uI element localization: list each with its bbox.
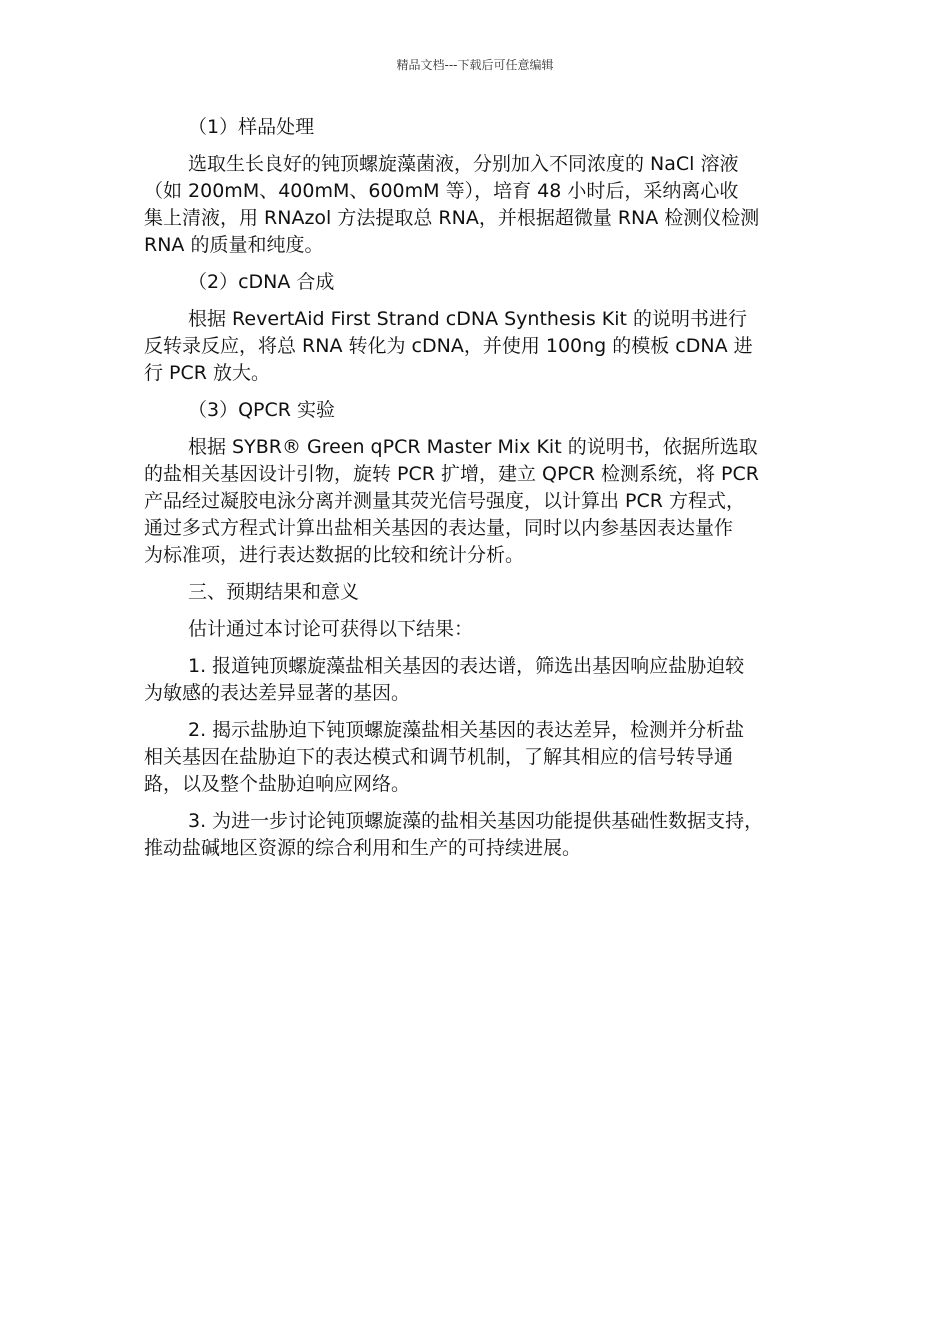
paragraph-sample-processing — [144, 151, 808, 259]
section-heading-cdna-synthesis — [144, 269, 808, 296]
paragraph-line: （3）QPCR 实验 — [188, 399, 336, 421]
paragraph-qpcr — [144, 434, 808, 569]
paragraph-line: 1. 报道钝顶螺旋藻盐相关基因的表达谱，筛选出基因响应盐胁迫较 — [188, 655, 745, 677]
document-body — [144, 114, 808, 872]
paragraph-line: 反转录反应，将总 RNA 转化为 cDNA，并使用 100ng 的模板 cDNA 进 — [144, 335, 753, 357]
paragraph-results-intro — [144, 616, 808, 643]
section-heading-expected-results — [144, 579, 808, 606]
paragraph-line: 路，以及整个盐胁迫响应网络。 — [144, 773, 411, 795]
paragraph-line: 估计通过本讨论可获得以下结果： — [188, 618, 474, 640]
paragraph-line: 行 PCR 放大。 — [144, 362, 271, 384]
paragraph-line: 3. 为进一步讨论钝顶螺旋藻的盐相关基因功能提供基础性数据支持， — [188, 810, 764, 832]
result-item-2 — [144, 717, 808, 798]
paragraph-line: 相关基因在盐胁迫下的表达模式和调节机制，了解其相应的信号转导通 — [144, 746, 734, 768]
paragraph-line: 为敏感的表达差异显著的基因。 — [144, 682, 411, 704]
paragraph-line: 根据 RevertAid First Strand cDNA Synthesis Kit 的说明书进行 — [188, 308, 747, 330]
page-header: 精品文档---下载后可任意编辑 — [396, 58, 554, 72]
paragraph-line: 通过多式方程式计算出盐相关基因的表达量，同时以内参基因表达量作 — [144, 517, 734, 539]
paragraph-line: 的盐相关基因设计引物，旋转 PCR 扩增，建立 QPCR 检测系统，将 PCR — [144, 463, 759, 485]
paragraph-line: 选取生长良好的钝顶螺旋藻菌液，分别加入不同浓度的 NaCl 溶液 — [188, 153, 739, 175]
section-heading-sample-processing — [144, 114, 808, 141]
paragraph-line: 为标准项，进行表达数据的比较和统计分析。 — [144, 544, 525, 566]
paragraph-line: 三、预期结果和意义 — [188, 581, 360, 603]
paragraph-line: RNA 的质量和纯度。 — [144, 234, 324, 256]
section-heading-qpcr — [144, 397, 808, 424]
paragraph-line: （1）样品处理 — [188, 116, 315, 138]
paragraph-line: 推动盐碱地区资源的综合利用和生产的可持续进展。 — [144, 837, 582, 859]
paragraph-cdna-synthesis — [144, 306, 808, 387]
paragraph-line: 2. 揭示盐胁迫下钝顶螺旋藻盐相关基因的表达差异，检测并分析盐 — [188, 719, 745, 741]
paragraph-line: （2）cDNA 合成 — [188, 271, 335, 293]
paragraph-line: 集上清液，用 RNAzol 方法提取总 RNA，并根据超微量 RNA 检测仪检测 — [144, 207, 760, 229]
result-item-1 — [144, 653, 808, 707]
result-item-3 — [144, 808, 808, 862]
paragraph-line: 根据 SYBR® Green qPCR Master Mix Kit 的说明书，依据所选取 — [188, 436, 758, 458]
paragraph-line: （如 200mM、400mM、600mM 等），培育 48 小时后，采纳离心收 — [144, 180, 739, 202]
paragraph-line: 产品经过凝胶电泳分离并测量其荧光信号强度，以计算出 PCR 方程式， — [144, 490, 746, 512]
